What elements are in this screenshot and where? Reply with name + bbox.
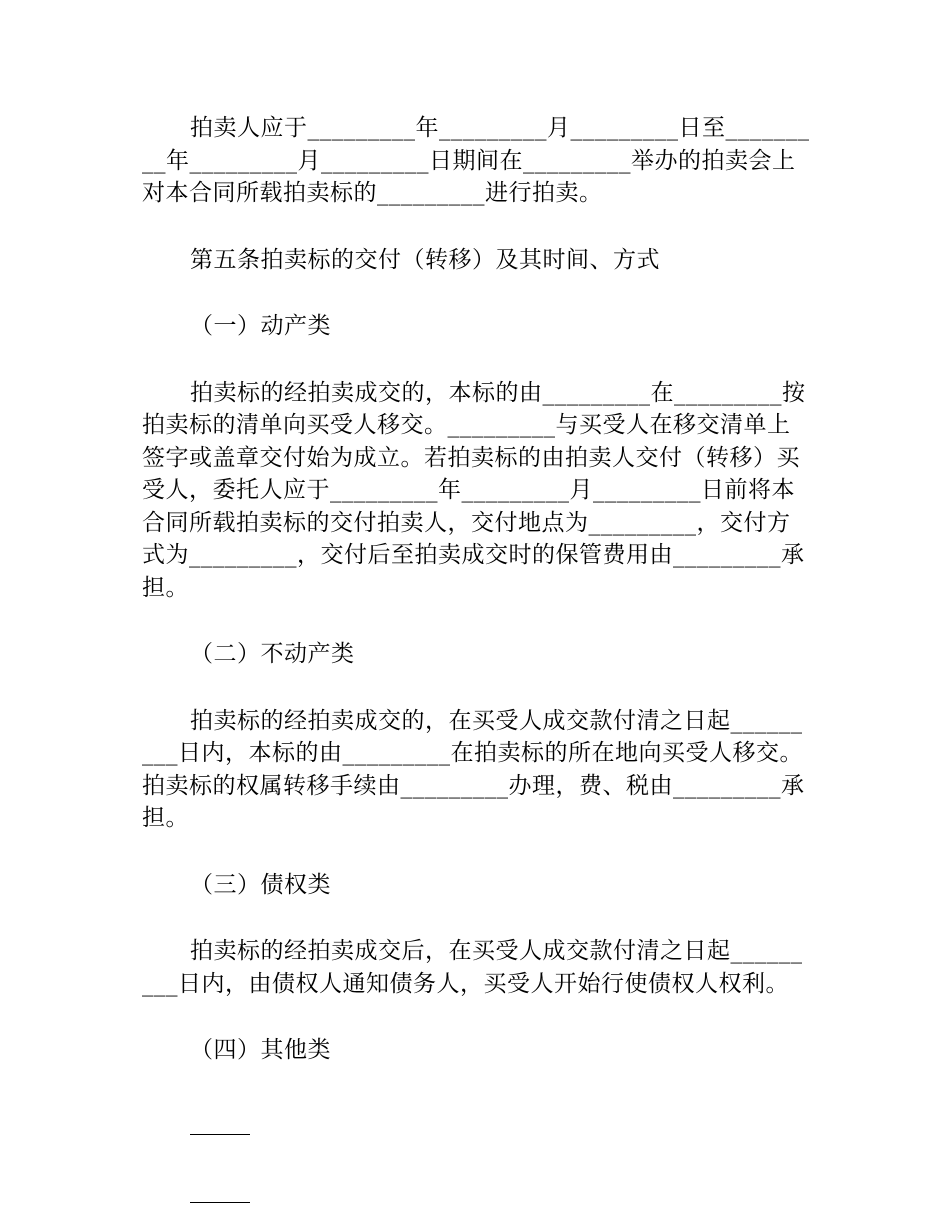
creditor-rights-paragraph: 拍卖标的经拍卖成交后，在买受人成交款付清之日起_________日内，由债权人通知债务人，买受人开始行使债权人权利。 xyxy=(142,938,803,997)
auction-time-paragraph: 拍卖人应于_________年_________月_________日至_________年_________月_________日期间在_________举办的拍卖会上对本合同所载拍卖标的_________进行拍卖。 xyxy=(142,115,810,206)
movable-property-heading: （一）动产类 xyxy=(190,313,331,339)
creditor-rights-heading: （三）债权类 xyxy=(190,871,331,898)
blank-line-1 xyxy=(190,1103,250,1135)
document-page xyxy=(142,112,810,1203)
real-estate-paragraph: 拍卖标的经拍卖成交的，在买受人成交款付清之日起_________日内，本标的由_________在拍卖标的所在地向买受人移交。拍卖标的权属转移手续由_________办理，费、税由_________承担。 xyxy=(142,707,805,831)
blank-line-2 xyxy=(190,1171,250,1203)
movable-property-paragraph: 拍卖标的经拍卖成交的，本标的由_________在_________按拍卖标的清单向买受人移交。_________与买受人在移交清单上签字或盖章交付始为成立。若拍卖标的由拍卖人交付（转移）买受人，委托人应于_________年_________月_________日前将本合同所载拍卖标的交付拍卖人，交付地点为_________，交付方式为_________，交付后至拍卖成交时的保管费用由_________承担。 xyxy=(142,379,806,601)
real-estate-heading: （二）不动产类 xyxy=(190,641,355,667)
article-five-heading: 第五条拍卖标的交付（转移）及其时间、方式 xyxy=(190,246,660,273)
other-category-heading: （四）其他类 xyxy=(190,1037,331,1063)
